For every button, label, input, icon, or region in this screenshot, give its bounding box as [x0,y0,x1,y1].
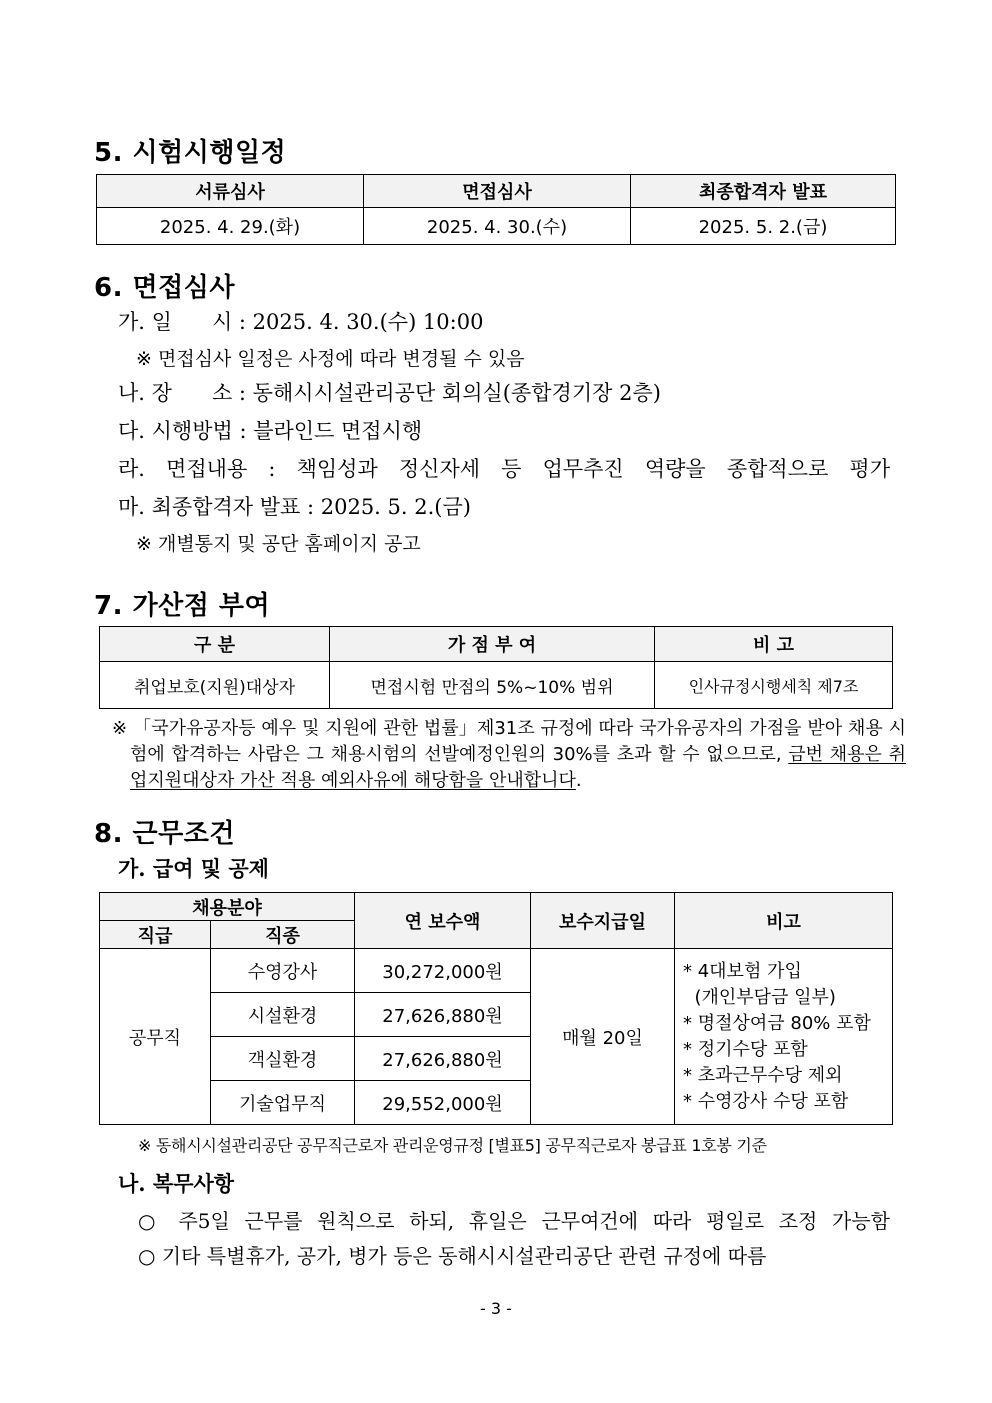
date-document-review: 2025. 4. 29.(화) [97,208,364,245]
section-7-heading: 7. 가산점 부여 [94,591,271,621]
remark-item: (개인부담금 일부) [683,986,836,1008]
job-cell: 객실환경 [211,1037,355,1081]
section-6-heading: 6. 면접심사 [94,273,235,303]
remark-item: * 초과근무수당 제외 [683,1064,843,1086]
date-final-announcement: 2025. 5. 2.(금) [631,208,896,245]
remark-item: * 4대보험 가입 [683,960,802,982]
grade-value: 공무직 [100,949,211,1125]
header-field: 채용분야 [100,893,355,921]
header-remarks: 비고 [675,893,893,949]
header-note: 비 고 [655,627,893,662]
duty-item-2: ○ 기타 특별휴가, 공가, 병가 등은 동해시시설관리공단 관련 규정에 따름 [138,1244,767,1268]
interview-method-line: 다. 시행방법 : 블라인드 면접시행 [118,419,423,443]
salary-cell: 27,626,880원 [355,1037,531,1081]
header-job: 직종 [211,921,355,949]
header-payday: 보수지급일 [531,893,675,949]
interview-date-line: 가. 일 시 : 2025. 4. 30.(수) 10:00 [118,310,484,334]
header-final-announcement: 최종합격자 발표 [631,175,896,208]
interview-place-line: 나. 장 소 : 동해시시설관리공단 회의실(종합경기장 2층) [118,381,661,405]
header-category: 구 분 [100,627,330,662]
salary-cell: 30,272,000원 [355,949,531,993]
bonus-notice [112,716,906,794]
bonus-notice-underlined: 금번 채용은 취업지원대상자 가산 적용 예외사유에 해당함을 안내합니다 [130,744,906,791]
schedule-table [96,174,896,245]
remarks-cell [675,949,893,1125]
section-5-heading: 5. 시험시행일정 [94,138,287,168]
header-interview: 면접심사 [364,175,631,208]
remark-item: * 명절상여금 80% 포함 [683,1012,871,1034]
salary-cell: 27,626,880원 [355,993,531,1037]
payday-value: 매월 20일 [531,949,675,1125]
salary-cell: 29,552,000원 [355,1081,531,1125]
bonus-value: 면접시험 만점의 5%~10% 범위 [330,662,655,709]
date-interview: 2025. 4. 30.(수) [364,208,631,245]
salary-table [99,892,893,1125]
header-salary: 연 보수액 [355,893,531,949]
duty-subheading: 나. 복무사항 [118,1171,235,1196]
job-cell: 시설환경 [211,993,355,1037]
final-announcement-note: ※ 개별통지 및 공단 홈페이지 공고 [136,533,421,555]
header-bonus: 가 점 부 여 [330,627,655,662]
job-cell: 기술업무직 [211,1081,355,1125]
bonus-notice-text: ※ 「국가유공자등 예우 및 지원에 관한 법률」제31조 규정에 따라 국가유공자의 가점을 받아 채용 시험에 합격하는 사람은 그 채용시험의 선발예정인원의 30%를 초과 할 수 없으므로, [112,718,906,765]
salary-subheading: 가. 급여 및 공제 [118,856,269,881]
bonus-notice-end: . [575,770,582,791]
header-document-review: 서류심사 [97,175,364,208]
page-number: - 3 - [480,1299,512,1318]
job-cell: 수영강사 [211,949,355,993]
interview-content-line: 라. 면접내용 : 책임성과 정신자세 등 업무추진 역량을 종합적으로 평가 [118,457,890,481]
interview-date-note: ※ 면접심사 일정은 사정에 따라 변경될 수 있음 [136,348,525,370]
bonus-points-table [99,626,893,709]
remark-item: * 정기수당 포함 [683,1038,808,1060]
final-announcement-line: 마. 최종합격자 발표 : 2025. 5. 2.(금) [118,495,471,519]
bonus-category-value: 취업보호(지원)대상자 [100,662,330,709]
section-8-heading: 8. 근무조건 [94,819,235,849]
bonus-note-value: 인사규정시행세칙 제7조 [655,662,893,709]
header-grade: 직급 [100,921,211,949]
salary-table-note: ※ 동해시시설관리공단 공무직근로자 관리운영규정 [별표5] 공무직근로자 봉급표 1호봉 기준 [138,1136,767,1155]
remark-item: * 수영강사 수당 포함 [683,1090,849,1112]
duty-item-1: ○ 주5일 근무를 원칙으로 하되, 휴일은 근무여건에 따라 평일로 조정 가능함 [138,1209,890,1233]
